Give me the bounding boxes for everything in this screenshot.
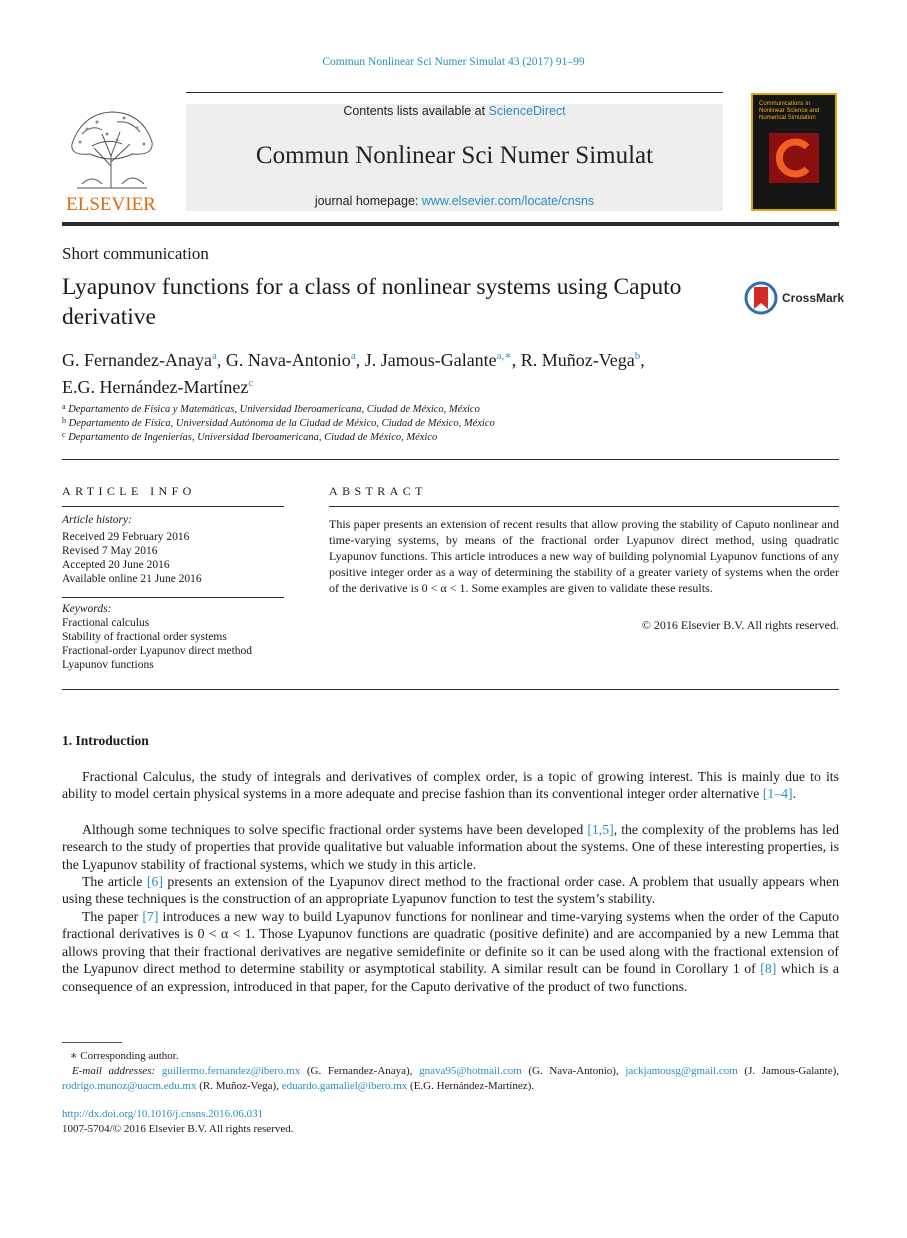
cover-title: Communications in Nonlinear Science and Numerical Simulation bbox=[759, 101, 820, 121]
history-online: Available online 21 June 2016 bbox=[62, 573, 202, 585]
info-rule bbox=[62, 597, 284, 598]
abstract-heading: ABSTRACT bbox=[329, 484, 427, 498]
email-link[interactable]: guillermo.fernandez@ibero.mx bbox=[161, 1065, 301, 1077]
history-received: Received 29 February 2016 bbox=[62, 531, 190, 543]
article-type: Short communication bbox=[62, 244, 209, 263]
article-title: Lyapunov functions for a class of nonlinear systems using Caputo derivative bbox=[62, 274, 682, 330]
reference-link[interactable]: [1,5] bbox=[587, 822, 614, 837]
author-list: G. Fernandez-Anaya$^a$, G. Nava-Antonio$^a$, J. Jamous-Galante$^{a,∗}$, R. Muñoz-Vega$^b$, E.G. Hernández-Martínez$^c$ bbox=[62, 350, 645, 397]
reference-link[interactable]: [8] bbox=[760, 961, 777, 977]
email-link[interactable]: jackjamousg@gmail.com bbox=[625, 1065, 738, 1077]
author-affil-sup[interactable]: a,∗ bbox=[496, 350, 512, 362]
reference-link[interactable]: [1–4] bbox=[762, 786, 793, 802]
journal-cover bbox=[751, 93, 837, 211]
email-footnote: E-mail addresses: guillermo.fernandez@ibero.mx (G. Fernandez-Anaya), gnava95@hotmail.com (G. Nava-Antonio), jackjamousg@gmail.com (J. Jamous-Galante), rodrigo.munoz@uacm.edu.mx (R. Muñoz-Vega), eduardo.gamaliel@ibero.mx (E.G. Hernández-Martínez). bbox=[62, 1065, 840, 1092]
affiliation: $^b$ Departamento de Física, Universidad Autónoma de la Ciudad de México, Ciudad de México, México bbox=[62, 416, 495, 429]
reference-link[interactable]: [7] bbox=[142, 909, 159, 924]
journal-citation[interactable]: Commun Nonlinear Sci Numer Simulat 43 (2017) 91–99 bbox=[322, 56, 585, 68]
crossmark-label: CrossMark bbox=[782, 291, 845, 305]
intro-paragraph: The article [6] presents an extension of the Lyapunov direct method to the fractional order case. A problem that usually appears when using these techniques is the construction of an appropriate Lyapunov function to test the system’s stability. bbox=[62, 874, 839, 907]
email-link[interactable]: eduardo.gamaliel@ibero.mx bbox=[281, 1080, 408, 1092]
intro-paragraph: Fractional Calculus, the study of integrals and derivatives of complex order, is a topic of growing interest. This is mainly due to its ability to model certain physical systems in a more adequate and precise fashion than its conventional integer order alternative [1–4]. bbox=[62, 769, 839, 802]
abstract-text: This paper presents an extension of recent results that allow proving the stability of Caputo nonlinear and time-varying systems, by means of the fractional order Lyapunov direct method, using quadratic Lyapunov functions. This article introduces a new way of building polynomial Lyapunov functions of any positive integer order as a way of determining the stability of a greater variety of systems when the order of the derivative is 0 < α < 1. Some examples are given to validate these results. bbox=[329, 517, 839, 595]
footnote-rule bbox=[62, 1042, 122, 1043]
abstract-rule bbox=[329, 506, 839, 507]
section-heading: 1. Introduction bbox=[62, 733, 149, 748]
journal-banner bbox=[186, 104, 723, 211]
abstract-copyright: © 2016 Elsevier B.V. All rights reserved. bbox=[641, 618, 839, 632]
crossmark-badge[interactable] bbox=[744, 281, 844, 315]
abstract-bottom-rule bbox=[62, 689, 839, 690]
author-affil-sup[interactable]: c bbox=[248, 377, 254, 389]
author-name[interactable]: E.G. Hernández-Martínez bbox=[62, 377, 249, 397]
cover-art-icon bbox=[769, 133, 819, 183]
article-info-heading: ARTICLE INFO bbox=[62, 484, 196, 498]
email-link[interactable]: gnava95@hotmail.com bbox=[419, 1065, 522, 1077]
affiliation: $^c$ Departamento de Ingenierías, Universidad Iberoamericana, Ciudad de México, México bbox=[62, 430, 438, 443]
author-affil-sup[interactable]: b bbox=[634, 350, 641, 362]
intro-paragraph: The paper [7] introduces a new way to build Lyapunov functions for nonlinear and time-varying systems when the order of the Caputo fractional derivatives is 0 < α < 1. Those Lyapunov functions are quadratic (positive definite) and are accompanied by a new Lemma that allows proving that their fractional derivatives are negative semidefinite or definite so it can be used along with the fractional extension of the Lyapunov direct method to determine stability or asymptotical stability. A similar result can be found in Corollary 1 of [8] which is a consequence of an expression, introduced in that paper, for the Caputo derivative of the product of two functions. bbox=[62, 909, 839, 994]
author-affil-sup[interactable]: a bbox=[211, 350, 217, 362]
affiliation: $^a$ Departamento de Física y Matemáticas, Universidad Iberoamericana, Ciudad de México, México bbox=[62, 402, 480, 415]
keyword: Fractional calculus bbox=[62, 617, 150, 629]
publisher-wordmark: ELSEVIER bbox=[66, 194, 156, 214]
keyword: Stability of fractional order systems bbox=[62, 631, 227, 643]
keyword: Lyapunov functions bbox=[62, 659, 154, 671]
author-name[interactable]: J. Jamous-Galante bbox=[364, 350, 497, 370]
sciencedirect-link[interactable]: ScienceDirect bbox=[488, 104, 566, 118]
doi-link[interactable]: http://dx.doi.org/10.1016/j.cnsns.2016.06.031 bbox=[62, 1108, 264, 1120]
banner-top-rule bbox=[186, 92, 723, 93]
corresponding-note: ∗ Corresponding author. bbox=[70, 1050, 179, 1062]
keyword: Fractional-order Lyapunov direct method bbox=[62, 645, 253, 657]
keywords-label: Keywords: bbox=[62, 603, 112, 615]
info-rule bbox=[62, 506, 284, 507]
author-name[interactable]: G. Fernandez-Anaya bbox=[62, 350, 212, 370]
issn-line: 1007-5704/© 2016 Elsevier B.V. All rights reserved. bbox=[62, 1123, 294, 1135]
intro-paragraph: Although some techniques to solve specific fractional order systems have been developed [1,5], the complexity of the problems has led research to the study of properties that provide qualitative but valuable information about the systems. One of these interesting properties, is the Lyapunov stability of fractional systems, which we study in this article. bbox=[62, 822, 839, 872]
email-link[interactable]: rodrigo.munoz@uacm.edu.mx bbox=[62, 1080, 197, 1092]
journal-title: Commun Nonlinear Sci Numer Simulat bbox=[255, 142, 654, 169]
header-bottom-rule bbox=[62, 222, 839, 226]
elsevier-logo bbox=[62, 104, 160, 214]
author-name[interactable]: G. Nava-Antonio bbox=[225, 350, 351, 370]
contents-line: Contents lists available at ScienceDirect bbox=[343, 104, 566, 118]
author-name[interactable]: R. Muñoz-Vega bbox=[520, 350, 635, 370]
history-revised: Revised 7 May 2016 bbox=[62, 545, 158, 557]
elsevier-tree-icon bbox=[62, 104, 160, 214]
history-accepted: Accepted 20 June 2016 bbox=[62, 559, 170, 571]
history-label: Article history: bbox=[62, 514, 132, 526]
homepage-link[interactable]: www.elsevier.com/locate/cnsns bbox=[421, 194, 595, 208]
crossmark-icon bbox=[744, 281, 780, 315]
reference-link[interactable]: [6] bbox=[146, 874, 163, 889]
affil-rule bbox=[62, 459, 839, 460]
author-affil-sup[interactable]: a bbox=[350, 350, 356, 362]
journal-homepage: journal homepage: www.elsevier.com/locate/cnsns bbox=[314, 194, 595, 208]
